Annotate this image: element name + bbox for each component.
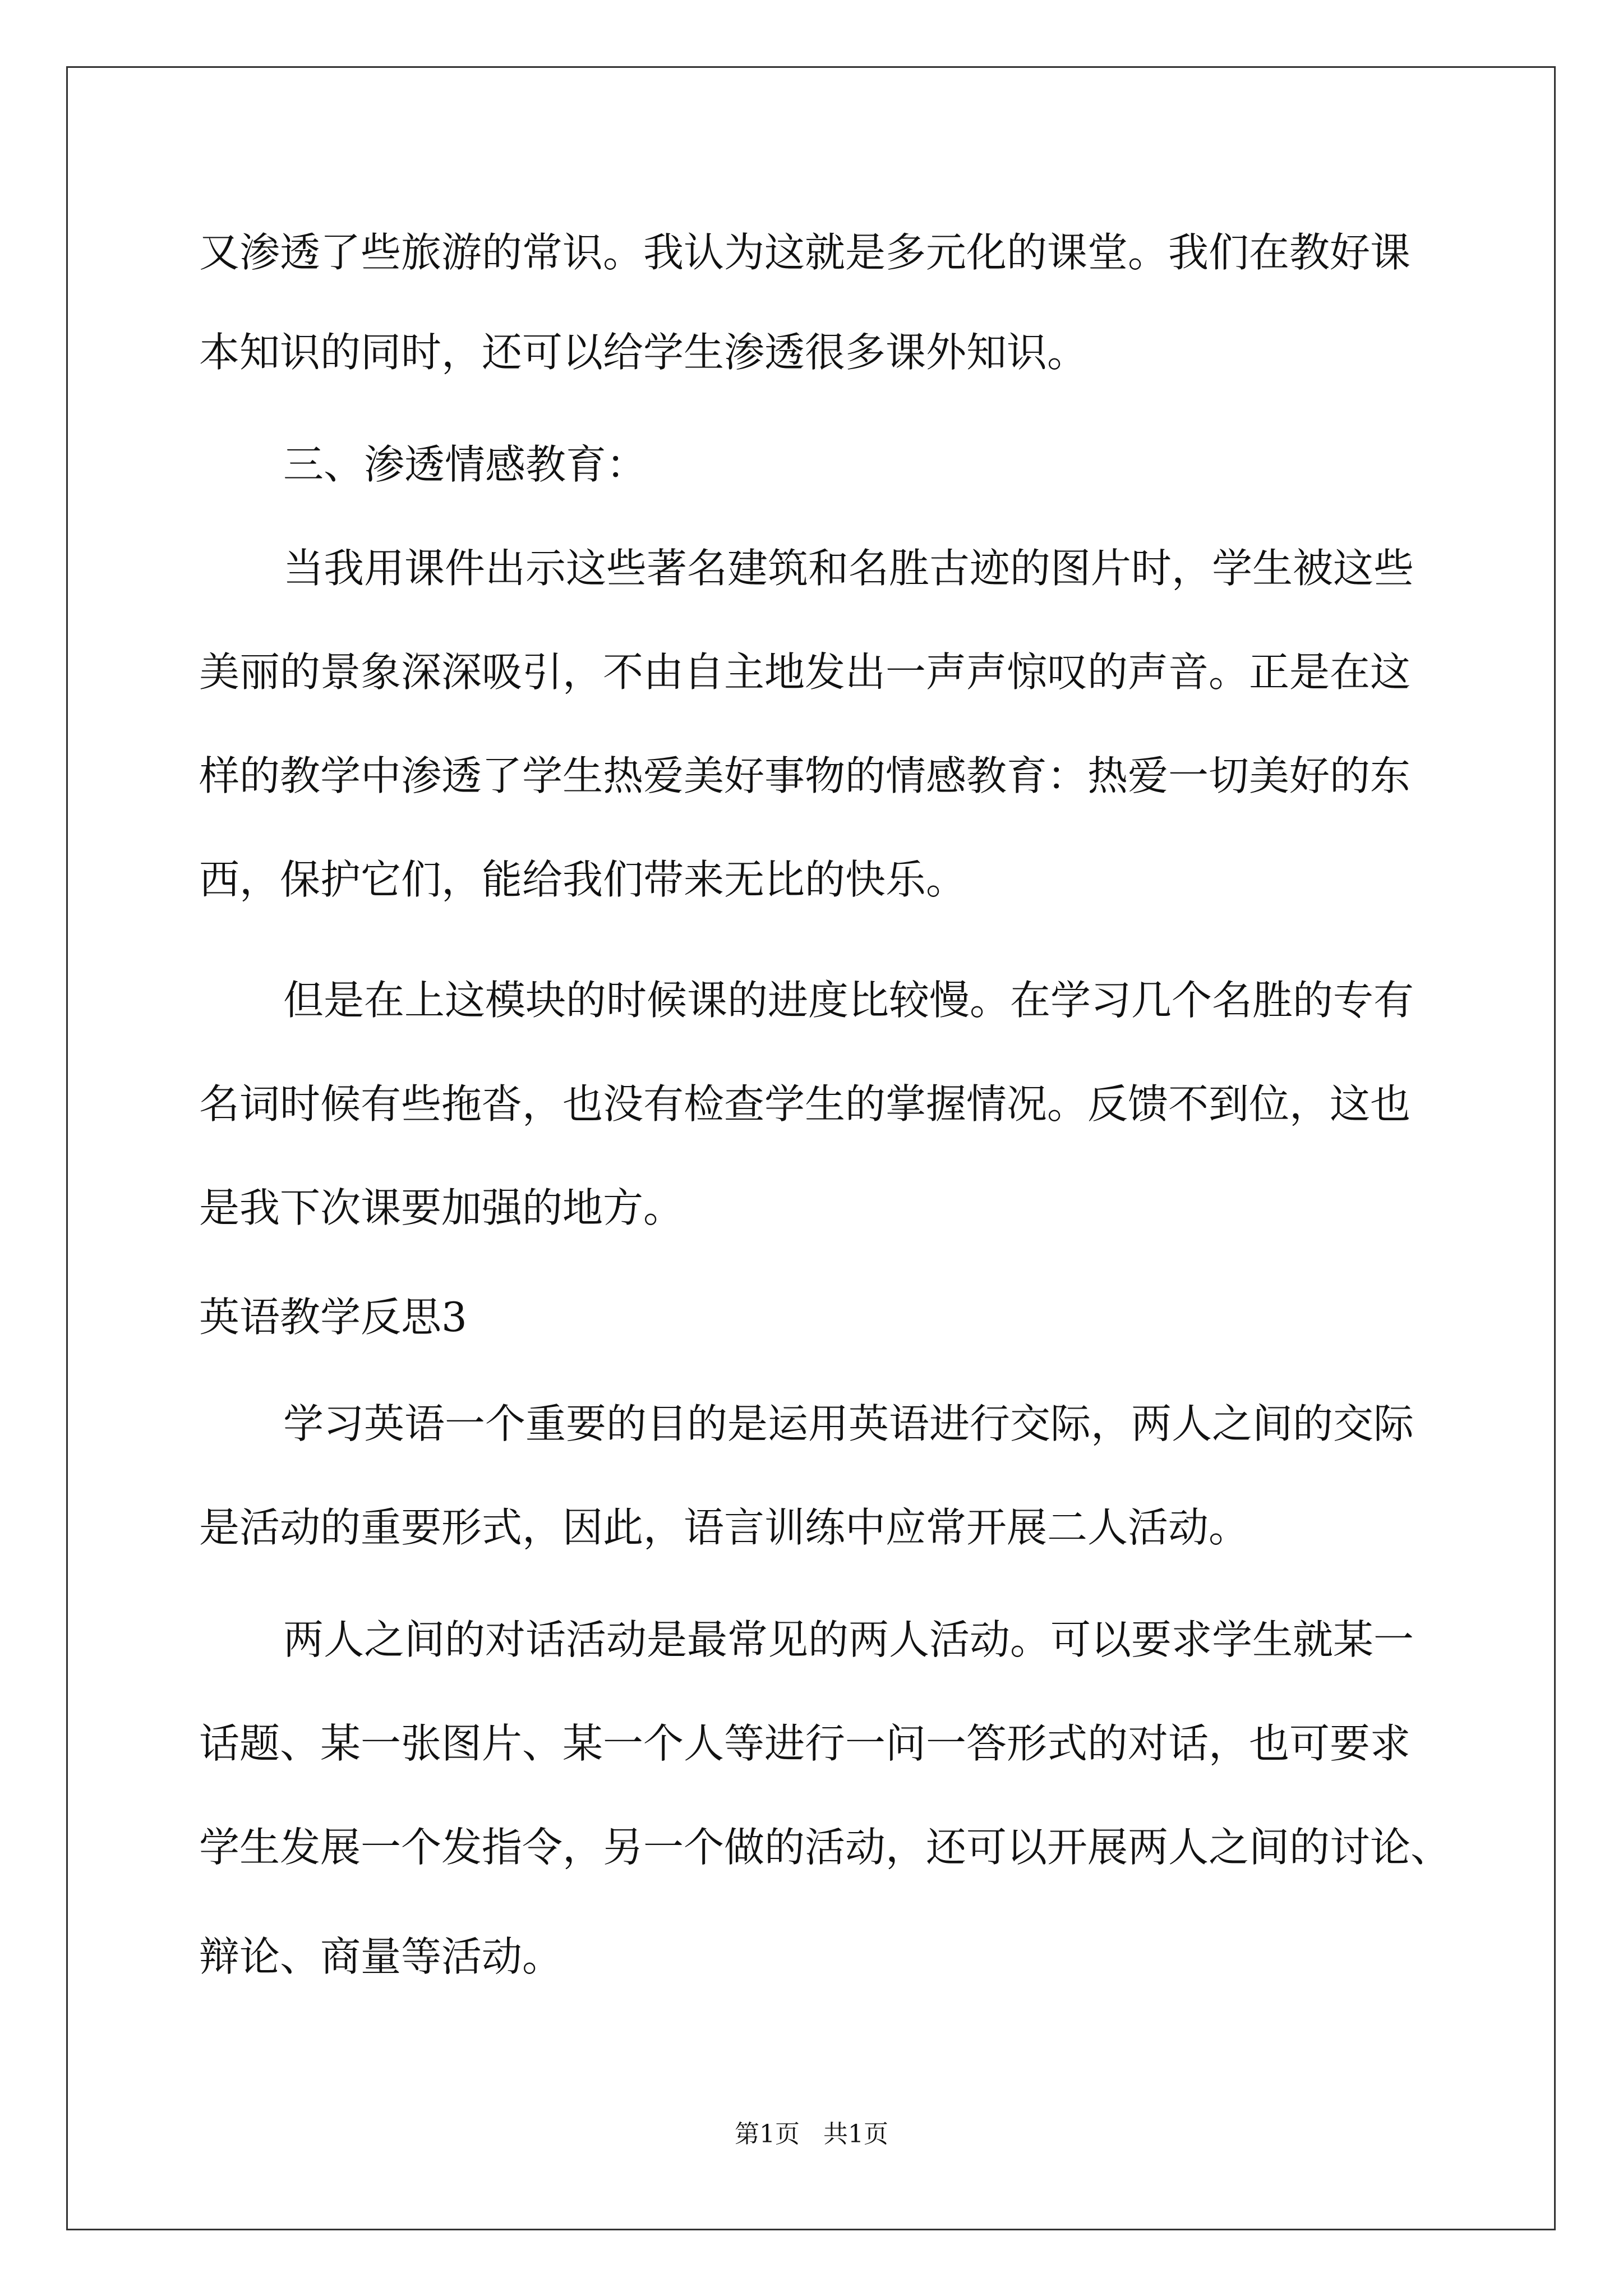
body-line: 是活动的重要形式，因此，语言训练中应常开展二人活动。 [199, 1504, 1249, 1551]
body-line: 又渗透了些旅游的常识。我认为这就是多元化的课堂。我们在教好课 [199, 229, 1411, 276]
body-line: 西，保护它们，能给我们带来无比的快乐。 [199, 856, 967, 903]
page-number-footer: 第1页 共1页 [735, 2120, 888, 2148]
body-line: 当我用课件出示这些著名建筑和名胜古迹的图片时，学生被这些 [283, 545, 1414, 592]
body-line: 样的教学中渗透了学生热爱美好事物的情感教育：热爱一切美好的东 [199, 752, 1411, 799]
body-line: 两人之间的对话活动是最常见的两人活动。可以要求学生就某一 [283, 1616, 1414, 1663]
body-line: 但是在上这模块的时候课的进度比较慢。在学习几个名胜的专有 [283, 977, 1414, 1024]
body-line: 话题、某一张图片、某一个人等进行一问一答形式的对话，也可要求 [199, 1720, 1411, 1767]
page-border [66, 66, 1556, 2230]
section-heading: 三、渗透情感教育： [283, 441, 647, 488]
article-title: 英语教学反思3 [199, 1294, 467, 1341]
body-line: 学生发展一个发指令，另一个做的活动，还可以开展两人之间的讨论、 [199, 1824, 1451, 1871]
body-line: 是我下次课要加强的地方。 [199, 1184, 684, 1231]
body-line: 名词时候有些拖沓，也没有检查学生的掌握情况。反馈不到位，这也 [199, 1080, 1411, 1128]
body-line: 美丽的景象深深吸引，不由自主地发出一声声惊叹的声音。正是在这 [199, 648, 1411, 696]
body-line: 学习英语一个重要的目的是运用英语进行交际，两人之间的交际 [283, 1400, 1414, 1447]
body-line: 本知识的同时，还可以给学生渗透很多课外知识。 [199, 329, 1088, 376]
body-line: 辩论、商量等活动。 [199, 1933, 563, 1980]
